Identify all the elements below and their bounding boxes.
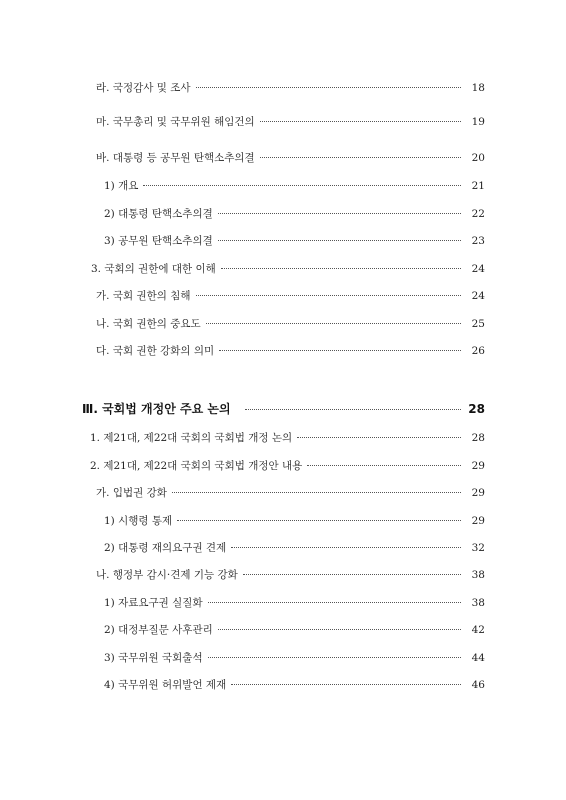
dot-leader: [143, 185, 461, 186]
toc-entry-label: 3) 국무위원 국회출석: [104, 652, 203, 664]
dot-leader: [307, 465, 461, 466]
toc-entry[interactable]: [0, 567, 485, 582]
toc-entry-page: 38: [471, 569, 485, 581]
dot-leader: [218, 240, 461, 241]
toc-entry-page: 38: [471, 597, 485, 609]
toc-entry-page: 32: [471, 542, 485, 554]
toc-entry[interactable]: [0, 430, 485, 445]
dot-leader: [231, 684, 461, 685]
toc-entry[interactable]: [0, 316, 485, 331]
toc-entry-label: 2) 대통령 탄핵소추의결: [104, 208, 213, 220]
dot-leader: [218, 213, 461, 214]
dot-leader: [208, 657, 461, 658]
toc-entry-page: 19: [471, 116, 485, 128]
dot-leader: [245, 409, 461, 410]
toc-entry-page: 29: [471, 515, 485, 527]
dot-leader: [196, 295, 462, 296]
toc-entry-page: 29: [471, 487, 485, 499]
dot-leader: [177, 520, 461, 521]
toc-entry-label: 마. 국무총리 및 국무위원 해임건의: [96, 116, 255, 128]
toc-entry-label: 3) 공무원 탄핵소추의결: [104, 235, 213, 247]
dot-leader: [260, 121, 461, 122]
toc-entry-page: 28: [471, 432, 485, 444]
dot-leader: [208, 602, 461, 603]
toc-entry[interactable]: [0, 343, 485, 358]
section-heading-page: 28: [468, 402, 485, 416]
dot-leader: [221, 268, 461, 269]
toc-entry[interactable]: [0, 595, 485, 610]
toc-entry-page: 25: [471, 318, 485, 330]
toc-entry-label: 4) 국무위원 허위발언 제재: [104, 679, 227, 691]
dot-leader: [243, 574, 461, 575]
dot-leader: [260, 157, 461, 158]
toc-entry-page: 23: [471, 235, 485, 247]
dot-leader: [231, 547, 461, 548]
toc-entry[interactable]: [0, 150, 485, 165]
toc-entry-page: 42: [471, 624, 485, 636]
dot-leader: [196, 87, 462, 88]
toc-entry-page: 18: [471, 82, 485, 94]
toc-entry[interactable]: [0, 622, 485, 637]
dot-leader: [219, 350, 461, 351]
toc-entry-label: 바. 대통령 등 공무원 탄핵소추의결: [96, 152, 255, 164]
toc-entry-page: 22: [471, 208, 485, 220]
toc-entry-page: 44: [471, 652, 485, 664]
toc-entry-label: 3. 국회의 권한에 대한 이해: [91, 263, 216, 275]
toc-entry-page: 21: [471, 180, 485, 192]
dot-leader: [206, 323, 461, 324]
toc-entry-label: 1. 제21대, 제22대 국회의 국회법 개정 논의: [90, 432, 293, 444]
toc-entry-label: 가. 국회 권한의 침해: [96, 290, 191, 302]
toc-entry-page: 26: [471, 345, 485, 357]
toc-entry[interactable]: [0, 288, 485, 303]
toc-entry[interactable]: [0, 206, 485, 221]
toc-entry[interactable]: [0, 261, 485, 276]
toc-entry[interactable]: [0, 114, 485, 129]
toc-entry-label: 가. 입법권 강화: [96, 487, 167, 499]
toc-entry-label: 2) 대정부질문 사후관리: [104, 624, 213, 636]
section-heading-label: Ⅲ. 국회법 개정안 주요 논의: [82, 402, 231, 416]
toc-entry[interactable]: [0, 650, 485, 665]
toc-entry-label: 라. 국정감사 및 조사: [96, 82, 191, 94]
toc-entry-label: 나. 국회 권한의 중요도: [96, 318, 201, 330]
toc-entry-label: 2. 제21대, 제22대 국회의 국회법 개정안 내용: [90, 460, 303, 472]
dot-leader: [172, 492, 461, 493]
toc-entry-label: 1) 시행령 통제: [104, 515, 173, 527]
toc-entry[interactable]: [0, 458, 485, 473]
toc-entry[interactable]: [0, 513, 485, 528]
dot-leader: [218, 629, 461, 630]
toc-entry[interactable]: [0, 233, 485, 248]
toc-entry[interactable]: [0, 80, 485, 95]
toc-entry-label: 다. 국회 권한 강화의 의미: [96, 345, 215, 357]
toc-entry-page: 29: [471, 460, 485, 472]
toc-entry-label: 2) 대통령 재의요구권 견제: [104, 542, 227, 554]
toc-entry-page: 24: [471, 290, 485, 302]
toc-entry[interactable]: [0, 178, 485, 193]
toc-entry-label: 1) 자료요구권 실질화: [104, 597, 203, 609]
toc-entry-label: 1) 개요: [104, 180, 139, 192]
toc-entry-page: 46: [471, 679, 485, 691]
toc-section-heading[interactable]: [0, 400, 485, 417]
dot-leader: [297, 437, 461, 438]
toc-entry[interactable]: [0, 540, 485, 555]
toc-entry-page: 24: [471, 263, 485, 275]
toc-entry-label: 나. 행정부 감시·견제 기능 강화: [96, 569, 238, 581]
toc-entry[interactable]: [0, 677, 485, 692]
toc-entry[interactable]: [0, 485, 485, 500]
toc-entry-page: 20: [471, 152, 485, 164]
